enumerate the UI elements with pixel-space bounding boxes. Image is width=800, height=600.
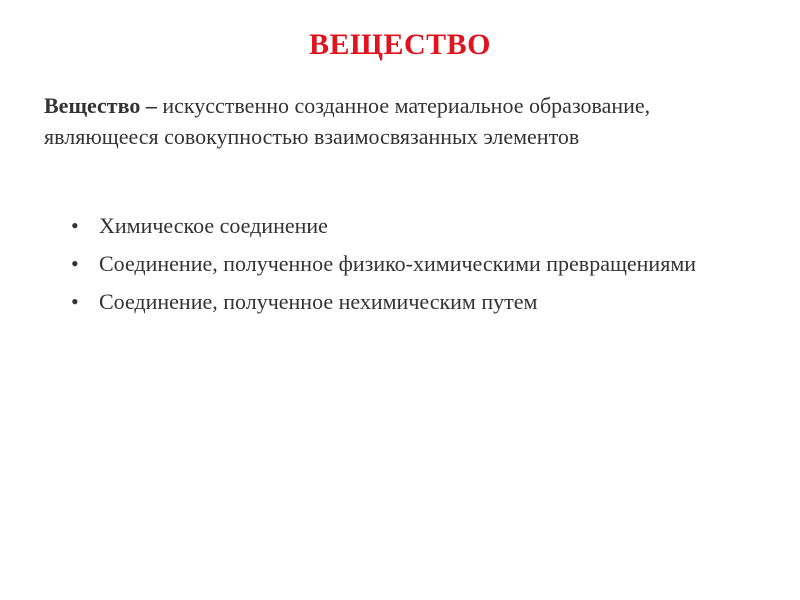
definition-text: искусственно созданное материальное образование, являющееся совокупностью взаимосвязанных элементов [44,93,651,149]
definition-paragraph [44,90,764,152]
list-item [44,248,764,279]
list-item [44,210,764,241]
list-item [44,286,764,317]
definition-dash: – [140,93,163,118]
bullet-icon: • [71,289,79,314]
bullet-list [44,210,764,324]
definition-term: Вещество [44,93,141,118]
bullet-text: Химическое соединение [99,213,328,238]
bullet-text: Соединение, полученное нехимическим путем [99,289,538,314]
bullet-icon: • [71,213,79,238]
bullet-icon: • [71,251,79,276]
bullet-text: Соединение, полученное физико-химическими превращениями [99,251,697,276]
slide-title: ВЕЩЕСТВО [309,28,491,61]
